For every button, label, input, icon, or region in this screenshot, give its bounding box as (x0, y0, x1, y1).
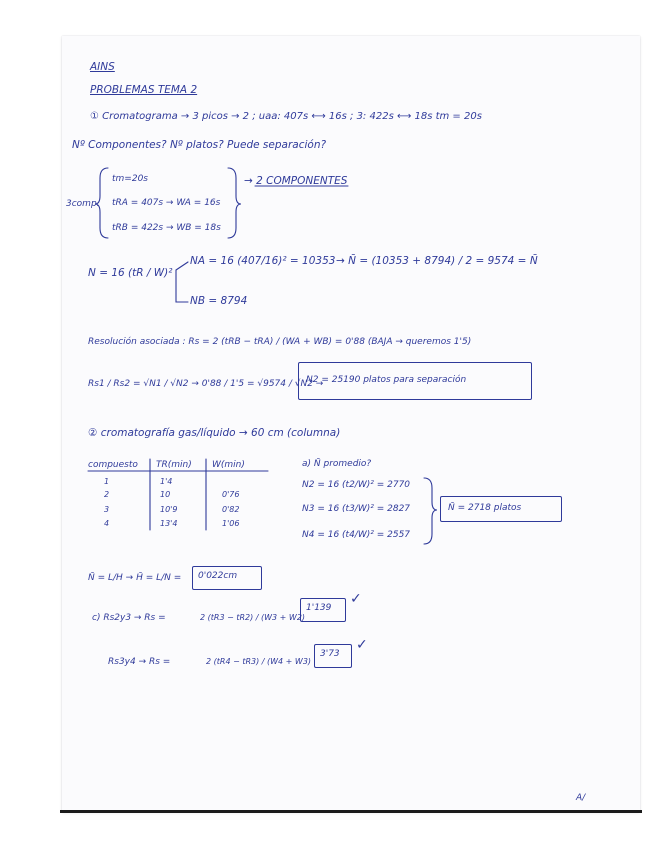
check-mark-c2: ✓ (356, 637, 368, 653)
boxed-h: 0'022cm (198, 571, 238, 581)
part-c-formula: 2 (tR3 − tR2) / (W3 + W2) (200, 613, 306, 622)
notebook-sheet (62, 36, 640, 812)
boxed-answer-n2: N2 = 25190 platos para separación (306, 375, 467, 385)
table-row-4-comp: 4 (104, 519, 110, 528)
n2-calc: N2 = 16 (t2/W)² = 2770 (302, 480, 411, 490)
ratio-line: Rs1 / Rs2 = √N1 / √N2 → 0'88 / 1'5 = √9574 / √N2 → (88, 379, 324, 389)
table-row-3-comp: 3 (104, 505, 110, 514)
part-c2-label: Rs3y4 → Rs = (108, 657, 171, 667)
nb-calc: NB = 8794 (190, 295, 248, 307)
resolution-line: Resolución asociada : Rs = 2 (tRB − tRA) / (WA + WB) = 0'88 (BAJA → queremos 1'5) (88, 337, 472, 347)
h-formula: N̄ = L/H → H̄ = L/N = (88, 573, 182, 583)
brace-tm: tm=20s (112, 174, 148, 184)
table-row-4-w: 1'06 (222, 519, 240, 528)
page-title: PROBLEMAS TEMA 2 (90, 84, 198, 96)
three-comp-label: 3comp. (66, 199, 100, 209)
boxed-c: 1'139 (306, 603, 332, 613)
problem1-statement: ① Cromatograma → 3 picos → 2 ; uaa: 407s ⟷ 16s ; 3: 422s ⟷ 18s tm = 20s (90, 111, 482, 122)
problem1-question: Nº Componentes? Nº platos? Puede separación? (72, 139, 327, 151)
n4-calc: N4 = 16 (t4/W)² = 2557 (302, 530, 411, 540)
table-row-2-tr: 10 (160, 490, 171, 499)
brace-ta: tRA = 407s → WA = 16s (112, 198, 221, 208)
table-row-3-tr: 10'9 (160, 505, 178, 514)
table-row-2-comp: 2 (104, 490, 110, 499)
table-row-4-tr: 13'4 (160, 519, 178, 528)
part-a: a) N̄ promedio? (302, 459, 372, 469)
table-row-3-w: 0'82 (222, 505, 240, 514)
n3-calc: N3 = 16 (t3/W)² = 2827 (302, 504, 411, 514)
result-components: → 2 COMPONENTES (244, 175, 348, 187)
page-mark: A/ (576, 793, 586, 803)
bottom-edge-line (60, 810, 642, 813)
table-header-compuesto: compuesto (88, 460, 138, 470)
na-calc: NA = 16 (407/16)² = 10353 (190, 255, 336, 267)
n-formula: N = 16 (tR / W)² (88, 267, 173, 279)
table-header-w: W(min) (212, 460, 245, 470)
problem2-statement: ② cromatografía gas/líquido → 60 cm (columna) (88, 427, 341, 439)
table-header-tr: TR(min) (156, 460, 192, 470)
check-mark-c: ✓ (350, 591, 362, 607)
brace-tb: tRB = 422s → WB = 18s (112, 223, 221, 233)
boxed-mean: N̄ = 2718 platos (448, 503, 522, 513)
table-row-2-w: 0'76 (222, 490, 240, 499)
course-label: AINS (90, 61, 115, 73)
table-row-1-comp: 1 (104, 477, 110, 486)
table-row-1-tr: 1'4 (160, 477, 173, 486)
part-c-label: c) Rs2y3 → Rs = (92, 613, 166, 623)
part-c2-formula: 2 (tR4 − tR3) / (W4 + W3) (206, 657, 312, 666)
n-mean: → N̄ = (10353 + 8794) / 2 = 9574 = N̄ (336, 255, 538, 267)
boxed-c2: 3'73 (320, 649, 340, 659)
